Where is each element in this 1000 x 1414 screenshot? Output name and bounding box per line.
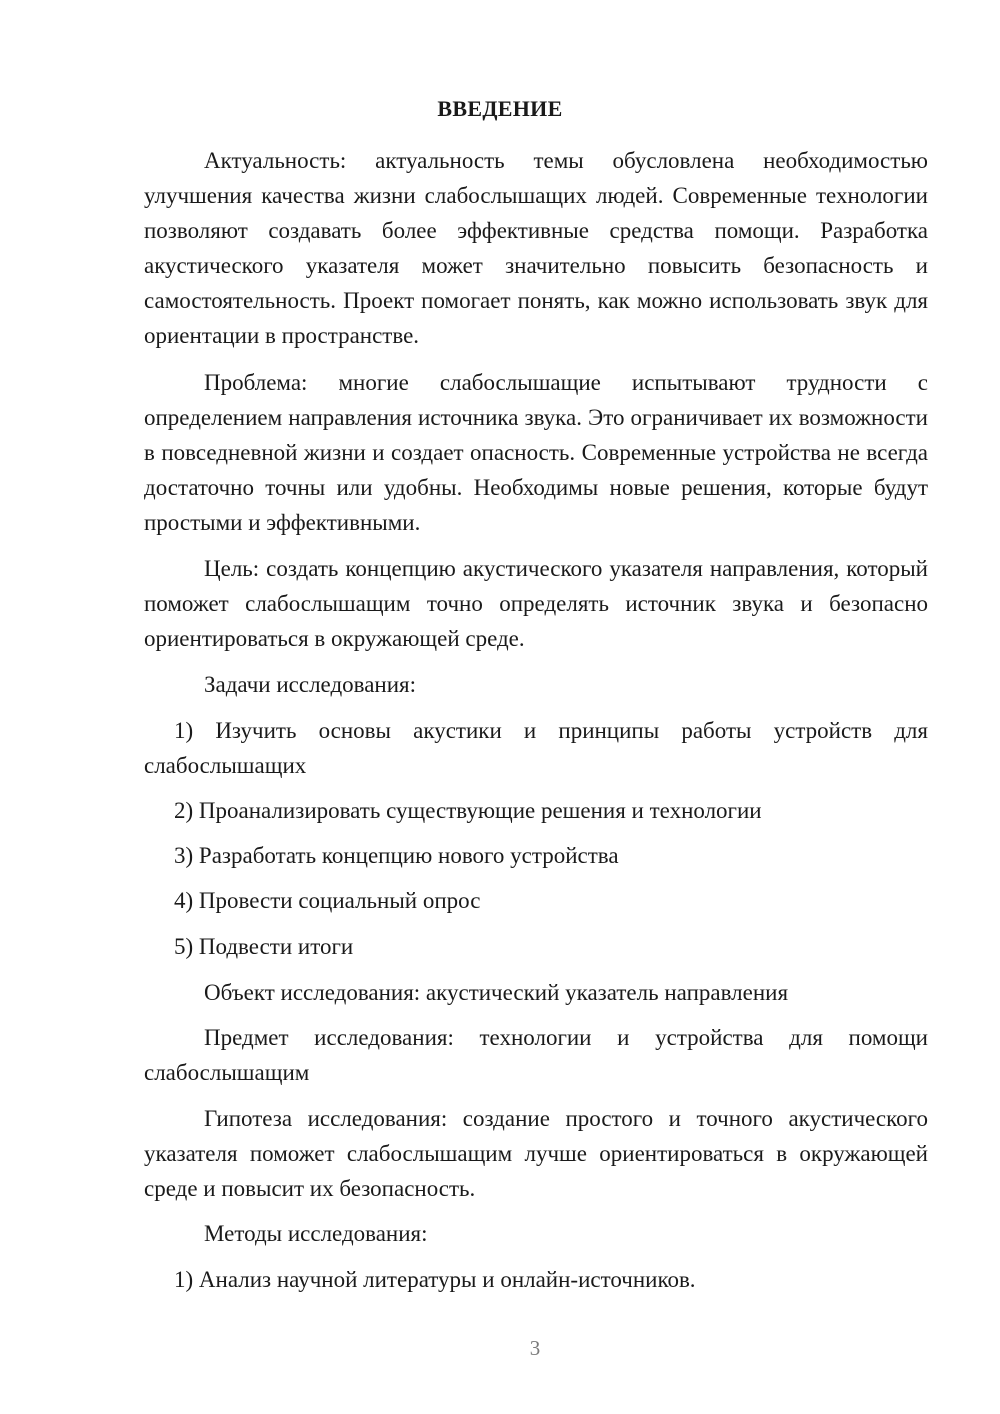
subject-paragraph: Предмет исследования: технологии и устройства для помощи слабослышащим: [144, 1025, 928, 1085]
tasks-heading: Задачи исследования:: [204, 672, 417, 697]
task-item: 3) Разработать концепцию нового устройства: [174, 843, 619, 868]
methods-heading: Методы исследования:: [204, 1221, 428, 1246]
method-item: 1) Анализ научной литературы и онлайн-источников.: [174, 1267, 696, 1292]
page-number: 3: [529, 1336, 541, 1360]
relevance-paragraph: Актуальность: актуальность темы обусловлена необходимостью улучшения качества жизни слабослышащих людей. Современные технологии позволяют создавать более эффективные средства помощи. Разработка акустического указателя может значительно повысить безопасность и самостоятельность. Проект помогает понять, как можно использовать звук для ориентации в пространстве.: [144, 148, 928, 348]
task-item: 1) Изучить основы акустики и принципы работы устройств для слабослышащих: [144, 718, 928, 778]
task-item: 2) Проанализировать существующие решения и технологии: [174, 798, 762, 823]
task-item: 5) Подвести итоги: [174, 934, 354, 959]
object-line: Объект исследования: акустический указатель направления: [204, 980, 789, 1005]
task-item: 4) Провести социальный опрос: [174, 888, 481, 913]
goal-paragraph: Цель: создать концепцию акустического указателя направления, который поможет слабослышащим точно определять источник звука и безопасно ориентироваться в окружающей среде.: [144, 556, 928, 651]
section-title: ВВЕДЕНИЕ: [437, 96, 563, 121]
problem-paragraph: Проблема: многие слабослышащие испытывают трудности с определением направления источника звука. Это ограничивает их возможности в повседневной жизни и создает опасность. Современные устройства не всегда достаточно точны или удобны. Необходимы новые решения, которые будут простыми и эффективными.: [144, 370, 928, 535]
hypothesis-paragraph: Гипотеза исследования: создание простого и точного акустического указателя поможет слабослышащим лучше ориентироваться в окружающей среде и повысит их безопасность.: [144, 1106, 928, 1201]
